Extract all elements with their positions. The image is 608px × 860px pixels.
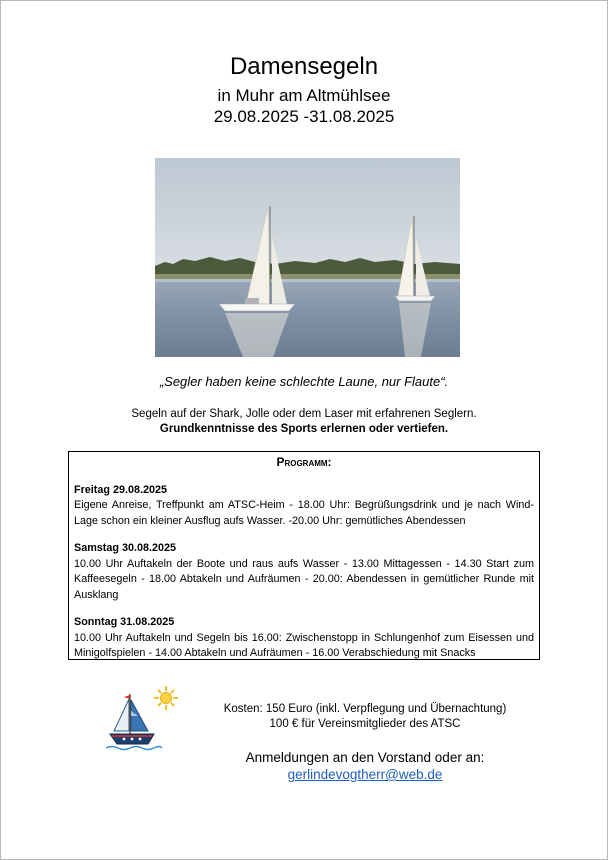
intro-text — [0, 407, 608, 437]
day-schedule: Eigene Anreise, Treffpunkt am ATSC-Heim - 18.00 Uhr: Begrüßungsdrink und je nach Wind-Lage schon ein kleiner Ausflug aufs Wasser. -20.00 Uhr: gemütliches Abendessen — [74, 499, 534, 527]
day-heading: Sonntag 31.08.2025 — [74, 616, 175, 628]
day-schedule: 10.00 Uhr Auftakeln und Segeln bis 16.00: Zwischenstopp in Schlungenhof zum Eisessen und Minigolfspielen - 14.00 Abtakeln und Aufräumen - 16.00 Verabschiedung mit Snacks — [74, 631, 534, 659]
day-schedule: 10.00 Uhr Auftakeln der Boote und raus aufs Wasser - 13.00 Mittagessen - 14.30 Start zum Kaffeesegeln - 18.00 Abtakeln und Aufräumen - 20.00: Abendessen in gemütlicher Runde mit Ausklang — [74, 557, 534, 601]
signup-info — [190, 749, 540, 783]
location-subtitle: in Muhr am Altmühlsee — [217, 86, 391, 105]
program-day-saturday — [74, 541, 534, 603]
page-title: Damensegeln — [229, 53, 379, 80]
event-dates: 29.08.2025 -31.08.2025 — [213, 107, 395, 126]
email-link[interactable]: gerlindevogtherr@web.de — [287, 767, 443, 782]
cost-line-1: Kosten: 150 Euro (inkl. Verpflegung und Übernachtung) — [223, 703, 507, 715]
day-heading: Freitag 29.08.2025 — [74, 483, 168, 496]
program-title: Programm: — [276, 455, 332, 469]
sailing-quote: „Segler haben keine schlechte Laune, nur Flaute“. — [159, 374, 449, 389]
cost-info — [190, 702, 540, 731]
cost-line-2: 100 € für Vereinsmitglieder des ATSC — [269, 717, 461, 730]
program-day-friday — [74, 483, 534, 530]
program-day-sunday — [74, 615, 534, 662]
sailboat-sun-icon — [104, 684, 184, 754]
signup-label: Anmeldungen an den Vorstand oder an: — [245, 750, 485, 765]
intro-line-1: Segeln auf der Shark, Jolle oder dem Laser mit erfahrenen Seglern. — [131, 408, 477, 420]
intro-line-2: Grundkenntnisse des Sports erlernen oder vertiefen. — [159, 423, 449, 435]
sailboats-lake-photo — [155, 158, 460, 357]
program-box — [68, 451, 540, 660]
day-heading: Samstag 30.08.2025 — [74, 542, 177, 554]
